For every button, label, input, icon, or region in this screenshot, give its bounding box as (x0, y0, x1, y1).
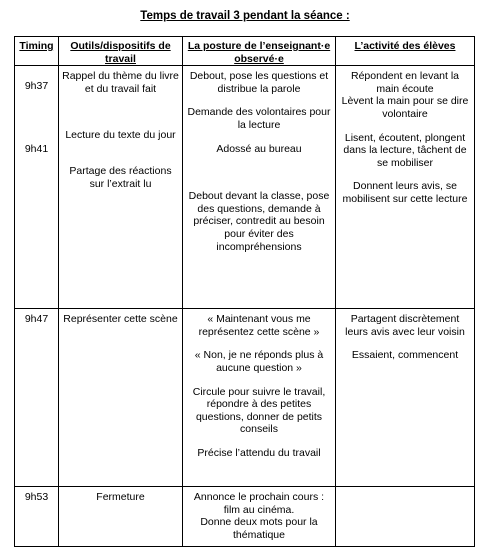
activity-text: Lèvent la main pour se dire volontaire (341, 95, 469, 120)
posture-text: Circule pour suivre le travail, répondre à des petites questions, donner de petits conseils (192, 385, 326, 436)
tools-cell (59, 309, 183, 487)
posture-text: Demande des volontaires pour la lecture (187, 106, 331, 131)
posture-text: Debout, pose les questions et distribue la parole (189, 70, 329, 95)
posture-text: « Maintenant vous me représentez cette scène » (198, 313, 320, 338)
table-row (15, 309, 475, 487)
table-row (15, 66, 475, 309)
activity-cell (336, 487, 475, 546)
table-row (15, 487, 475, 546)
header-activity: L’activité des élèves (336, 37, 475, 66)
posture-text: Donne deux mots pour la thématique (200, 516, 318, 541)
tool-text: Rappel du thème du livre et du travail fait (62, 70, 179, 95)
activity-text: Partagent discrètement leurs avis avec leur voisin (345, 313, 465, 338)
tools-cell (59, 487, 183, 546)
header-timing: Timing (15, 37, 59, 66)
document-title: Temps de travail 3 pendant la séance : (140, 10, 350, 22)
session-timeline-table (14, 36, 475, 547)
activity-text: Répondent en levant la main écoute (351, 70, 459, 95)
header-tools: Outils/dispositifs de travail (59, 37, 183, 66)
time-label: 9h41 (24, 142, 49, 155)
tool-text: Partage des réactions sur l’extrait lu (69, 164, 172, 190)
activity-cell (336, 66, 475, 309)
table-header-row (15, 37, 475, 66)
posture-text: Annonce le prochain cours : film au cinéma. (193, 491, 325, 516)
posture-text: Adossé au bureau (216, 142, 302, 155)
tools-cell (59, 66, 183, 309)
tool-text: Fermeture (96, 491, 145, 504)
posture-cell (183, 66, 336, 309)
posture-text: Précise l’attendu du travail (197, 446, 321, 459)
posture-cell (183, 487, 336, 546)
tool-text: Représenter cette scène (63, 313, 178, 326)
header-posture: La posture de l’enseignant·e observé·e (183, 37, 336, 66)
time-label: 9h53 (24, 491, 49, 504)
activity-text: Essaient, commencent (351, 349, 459, 362)
posture-cell (183, 309, 336, 487)
time-label: 9h37 (24, 80, 49, 93)
posture-text: « Non, je ne réponds plus à aucune question » (194, 349, 324, 374)
activity-text: Donnent leurs avis, se mobilisent sur cette lecture (342, 180, 468, 205)
timing-cell (15, 309, 59, 487)
tool-text: Lecture du texte du jour (65, 129, 176, 142)
posture-text: Debout devant la classe, pose des questions, demande à préciser, contredit au besoin pour éviter des incompréhensions (188, 190, 330, 253)
activity-text: Lisent, écoutent, plongent dans la lecture, tâchent de se mobiliser (343, 131, 467, 169)
activity-cell (336, 309, 475, 487)
timing-cell (15, 66, 59, 309)
time-label: 9h47 (24, 313, 49, 326)
timing-cell (15, 487, 59, 546)
